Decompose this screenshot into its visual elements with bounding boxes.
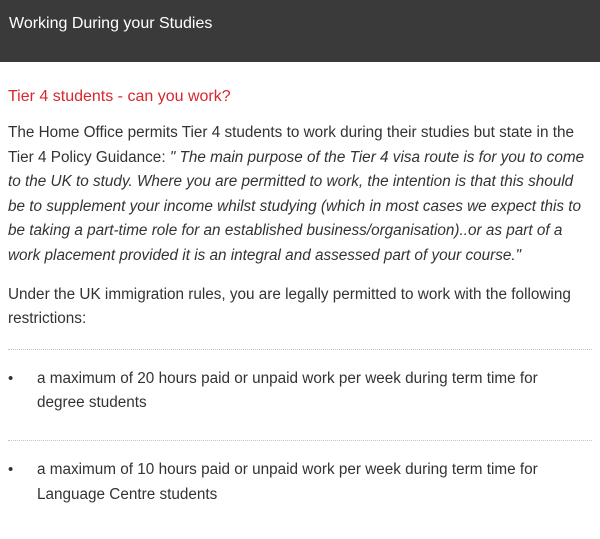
- section-heading: Tier 4 students - can you work?: [8, 88, 231, 105]
- bullet-icon: •: [8, 369, 14, 387]
- policy-intro-text: The Home Office permits Tier 4 students to work during their studies but state in the Tier 4 Policy Guidance:: [8, 124, 574, 166]
- policy-quote-text: " The main purpose of the Tier 4 visa route is for you to come to the UK to study. Where you are permitted to work, the intention is that this should be to supplement your income whilst studying (which in most cases we expect this to be taking a part-time role for an established business/organisation)..or as part of a work placement provided it is an integral and assessed part of your course.": [8, 148, 585, 264]
- policy-paragraph: [8, 121, 592, 269]
- restriction-text: a maximum of 10 hours paid or unpaid work per week during term time for Language Centre students: [37, 460, 538, 503]
- page-title: Working During your Studies: [9, 15, 213, 32]
- restrictions-intro-paragraph: Under the UK immigration rules, you are legally permitted to work with the following restrictions:: [8, 285, 571, 328]
- content-area: [0, 87, 600, 531]
- bullet-icon: •: [8, 460, 14, 478]
- header-bar: [0, 0, 600, 62]
- list-item: [8, 349, 592, 440]
- list-item: [8, 440, 592, 531]
- restriction-text: a maximum of 20 hours paid or unpaid work per week during term time for degree students: [37, 369, 538, 412]
- restrictions-list: [8, 349, 592, 531]
